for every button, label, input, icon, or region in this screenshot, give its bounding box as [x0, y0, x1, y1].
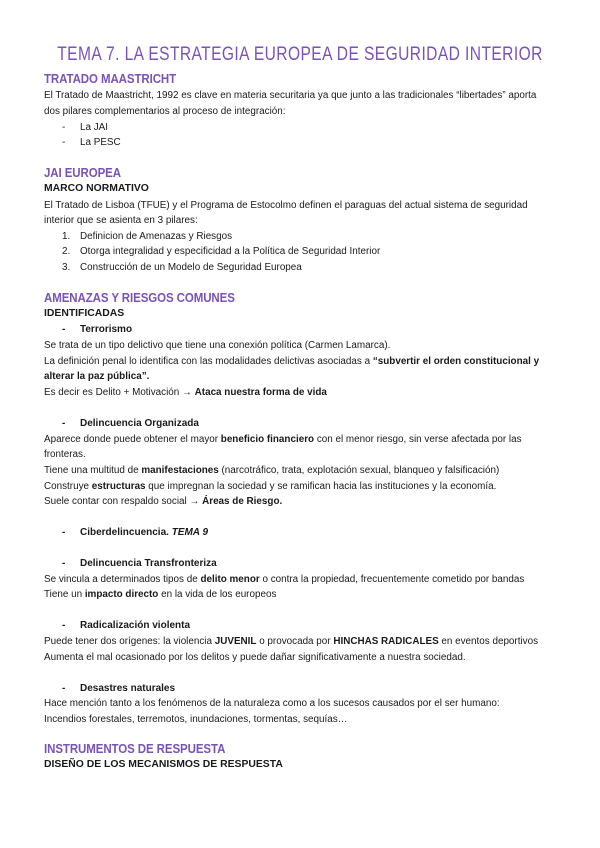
text-run-bold: delito menor [200, 574, 260, 585]
list-item-label: La JAI [80, 122, 108, 133]
text-run: con el menor riesgo, sin verse afectada por las [314, 434, 522, 445]
text-run-bold: “subvertir el orden constitucional y [372, 356, 540, 367]
paragraph-line [44, 573, 524, 586]
subsection-ref: TEMA 9 [171, 527, 209, 538]
dash-bullet: - [62, 324, 66, 335]
list-item [62, 136, 121, 149]
list-item-label: Otorga integralidad y especificidad a la Política de Seguridad Interior [80, 246, 381, 257]
text-run: Tiene una multitud de [44, 465, 142, 476]
paragraph-line: El Tratado de Lisboa (TFUE) y el Programa de Estocolmo definen el paraguas del actual sistema de seguridad [44, 200, 528, 211]
paragraph-line: interior que se asienta en 3 pilares: [44, 215, 198, 226]
text-run-bold: Áreas de Riesgo. [202, 496, 283, 507]
paragraph-line: El Tratado de Maastricht, 1992 es clave en materia securitaria ya que junto a las tradicionales “libertades” aporta [44, 90, 537, 101]
subsection-desastres [62, 682, 175, 695]
text-run: Tiene un [44, 589, 85, 600]
heading-amenazas: AMENAZAS Y RIESGOS COMUNES [44, 291, 235, 305]
dash-bullet: - [62, 683, 66, 694]
text-run: Es decir es Delito + Motivación → [44, 387, 195, 398]
text-run: en eventos deportivos [438, 636, 539, 647]
dash-bullet: - [62, 558, 66, 569]
paragraph-line [44, 495, 282, 508]
paragraph-line [44, 433, 522, 446]
heading-maastricht: TRATADO MAASTRICHT [44, 72, 177, 86]
subsection-title: Terrorismo [80, 324, 133, 335]
list-item [62, 121, 108, 134]
paragraph-line: Incendios forestales, terremotos, inundaciones, tormentas, sequías… [44, 714, 348, 725]
paragraph-line [44, 370, 149, 383]
list-number: 2. [62, 246, 71, 257]
subsection-title: Delincuencia Organizada [80, 418, 199, 429]
text-run-bold: HINCHAS RADICALES [333, 636, 439, 647]
paragraph-line [44, 355, 539, 368]
subsection-ciber [62, 526, 208, 539]
text-run-bold: beneficio financiero [220, 434, 315, 445]
subheading-marco: MARCO NORMATIVO [44, 183, 149, 194]
text-run: o provocada por [256, 636, 334, 647]
subsection-transfronteriza [62, 557, 217, 570]
paragraph-line [44, 588, 276, 601]
text-run: (narcotráfico, trata, explotación sexual, blanqueo y falsificación) [218, 465, 500, 476]
list-item [62, 230, 232, 243]
page-title: TEMA 7. LA ESTRATEGIA EUROPEA DE SEGURIDAD INTERIOR [57, 44, 543, 65]
paragraph-line: dos pilares complementarios al proceso de integración: [44, 106, 286, 117]
text-run: Aparece donde puede obtener el mayor [44, 434, 221, 445]
subsection-organizada [62, 417, 199, 430]
text-run-bold: alterar la paz pública”. [44, 371, 150, 382]
subsection-radicalizacion [62, 619, 190, 632]
text-run-bold: impacto directo [84, 589, 159, 600]
list-item [62, 261, 302, 274]
subsection-title: Ciberdelincuencia. [80, 527, 172, 538]
subsection-title: Radicalización violenta [80, 620, 191, 631]
text-run-bold: manifestaciones [141, 465, 219, 476]
paragraph-line [44, 464, 499, 477]
list-item-label: Construcción de un Modelo de Seguridad Europea [80, 262, 302, 273]
text-run: Construye [44, 481, 92, 492]
paragraph-line [44, 480, 496, 493]
paragraph-line: Se trata de un tipo delictivo que tiene una conexión política (Carmen Lamarca). [44, 340, 391, 351]
list-item-label: La PESC [80, 137, 121, 148]
dash-bullet: - [62, 527, 66, 538]
paragraph-line [44, 386, 327, 399]
subsection-terrorismo [62, 323, 132, 336]
dash-bullet: - [62, 137, 66, 148]
heading-instrumentos: INSTRUMENTOS DE RESPUESTA [44, 742, 226, 756]
paragraph-line [44, 635, 538, 648]
text-run: o contra la propiedad, frecuentemente cometido por bandas [259, 574, 525, 585]
paragraph-line: Hace mención tanto a los fenómenos de la naturaleza como a los sucesos causados por el ser humano: [44, 698, 500, 709]
subsection-title: Desastres naturales [80, 683, 176, 694]
dash-bullet: - [62, 122, 66, 133]
list-item [62, 245, 380, 258]
subheading-diseno: DISEÑO DE LOS MECANISMOS DE RESPUESTA [44, 759, 283, 770]
dash-bullet: - [62, 418, 66, 429]
subheading-identificadas: IDENTIFICADAS [44, 308, 125, 319]
text-run: Puede tener dos orígenes: la violencia [44, 636, 215, 647]
list-number: 3. [62, 262, 71, 273]
dash-bullet: - [62, 620, 66, 631]
text-run-bold: Ataca nuestra forma de vida [194, 387, 327, 398]
text-run: La definición penal lo identifica con las modalidades delictivas asociadas a [44, 356, 373, 367]
text-run: que impregnan la sociedad y se ramifican hacia las instituciones y la economía. [145, 481, 497, 492]
paragraph-line: Aumenta el mal ocasionado por los delitos y puede dañar significativamente a nuestra sociedad. [44, 652, 466, 663]
list-number: 1. [62, 231, 71, 242]
text-run: Se vincula a determinados tipos de [44, 574, 201, 585]
subsection-title: Delincuencia Transfronteriza [80, 558, 217, 569]
text-run-bold: estructuras [91, 481, 146, 492]
text-run-bold: JUVENIL [214, 636, 257, 647]
heading-jai: JAI EUROPEA [44, 166, 121, 180]
list-item-label: Definicion de Amenazas y Riesgos [80, 231, 233, 242]
text-run: en la vida de los europeos [158, 589, 277, 600]
paragraph-line: fronteras. [44, 449, 86, 460]
text-run: Suele contar con respaldo social → [44, 496, 203, 507]
